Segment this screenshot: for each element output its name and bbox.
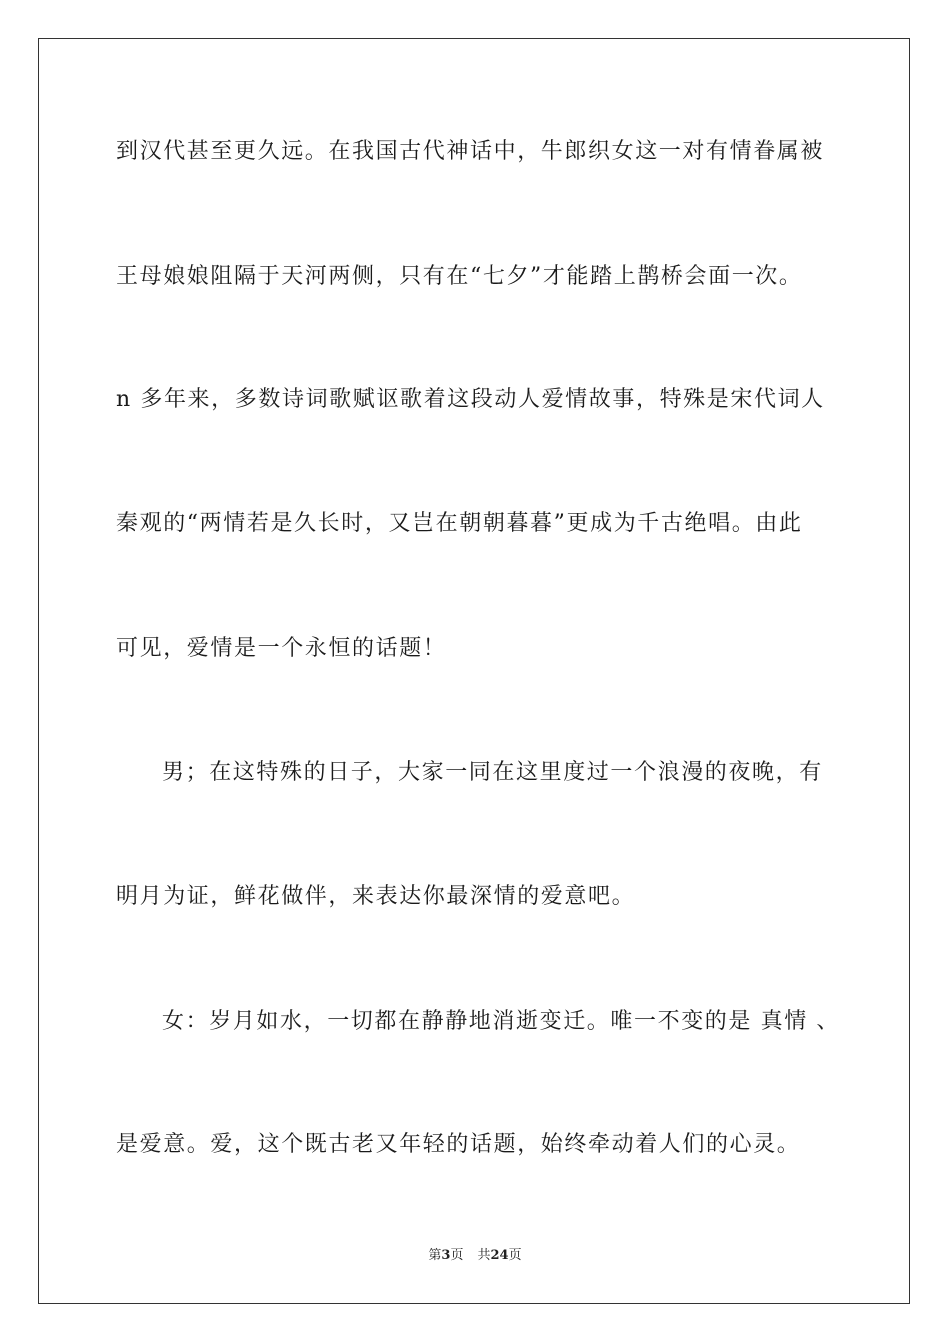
footer-page-number: 3 [441, 1248, 451, 1263]
text-line-4: 秦观的“两情若是久长时，又岂在朝朝暮暮”更成为千古绝唱。由此 [116, 511, 803, 536]
footer-total-suffix: 页 [508, 1248, 522, 1263]
page-footer [0, 1247, 950, 1265]
text-line-3: n 多年来，多数诗词歌赋讴歌着这段动人爱情故事，特殊是宋代词人 [116, 387, 825, 412]
text-line-1: 到汉代甚至更久远。在我国古代神话中，牛郎织女这一对有情眷属被 [116, 139, 825, 164]
footer-total-pages: 24 [490, 1248, 509, 1263]
text-line-2: 王母娘娘阻隔于天河两侧，只有在“七夕”才能踏上鹊桥会面一次。 [116, 264, 803, 289]
footer-total-prefix: 共 [477, 1248, 491, 1263]
text-line-9: 是爱意。爱，这个既古老又年轻的话题，始终牵动着人们的心灵。 [116, 1132, 801, 1157]
text-line-8: 女：岁月如水，一切都在静静地消逝变迁。唯一不变的是 真情 、 [162, 1009, 840, 1034]
text-line-6: 男；在这特殊的日子，大家一同在这里度过一个浪漫的夜晚，有 [162, 760, 823, 785]
footer-page-suffix: 页 [450, 1248, 464, 1263]
text-line-7: 明月为证，鲜花做伴，来表达你最深情的爱意吧。 [116, 884, 636, 909]
page-frame [38, 38, 910, 1304]
footer-page-prefix: 第 [428, 1248, 442, 1263]
text-line-5: 可见，爱情是一个永恒的话题！ [116, 636, 447, 661]
